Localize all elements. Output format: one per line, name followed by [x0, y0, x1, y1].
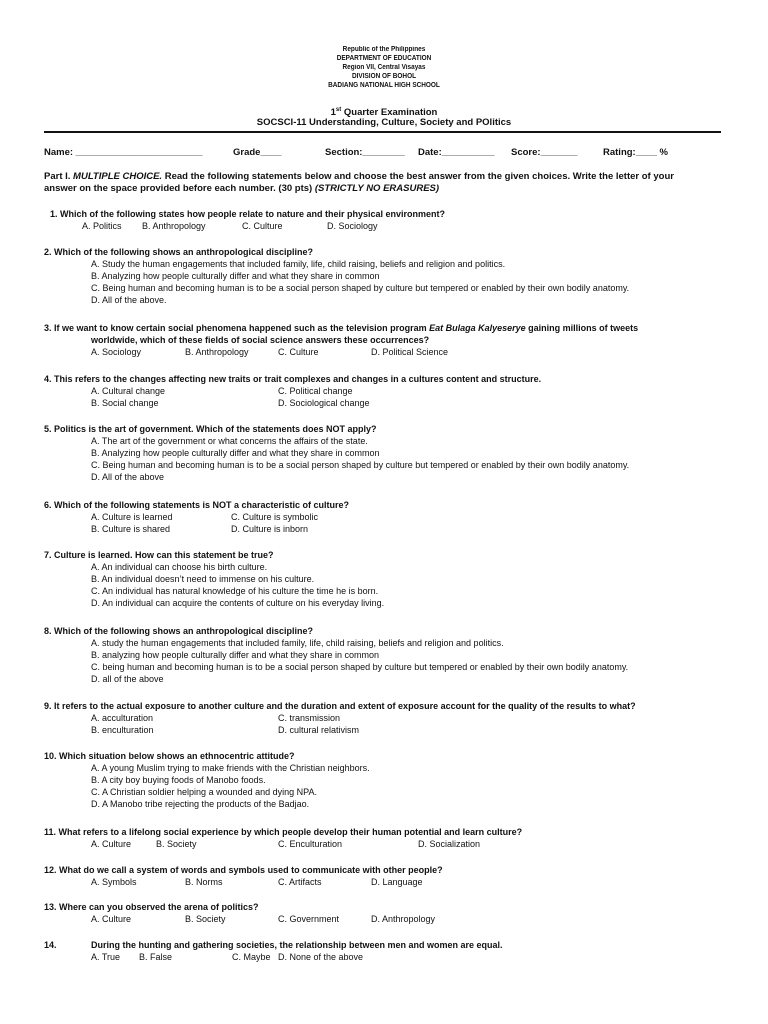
grade-field[interactable]: Grade____: [233, 147, 282, 158]
option-a: A. Cultural change: [91, 386, 166, 396]
option-d: D. Sociological change: [278, 398, 370, 408]
option-c: C. Being human and becoming human is to be a social person shaped by culture but tempered or enabled by their own bodily anatomy.: [91, 460, 630, 470]
option-c: C. Culture: [278, 347, 319, 357]
option-d: D. all of the above: [91, 674, 164, 684]
option-a: A. Culture: [91, 914, 132, 924]
option-b: B. analyzing how people culturally differ and what they share in common: [91, 650, 379, 660]
exam-title: 1st Quarter Examination: [330, 107, 438, 119]
question-7: [44, 549, 724, 609]
header-school: BADIANG NATIONAL HIGH SCHOOL: [328, 82, 440, 89]
name-field[interactable]: Name: ________________________: [44, 147, 203, 158]
option-b: B. Culture is shared: [91, 524, 171, 534]
question-stem: 12. What do we call a system of words and symbols used to communicate with other people?: [44, 865, 443, 875]
option-b: B. A city boy buying foods of Manobo foods.: [91, 775, 266, 785]
section-field[interactable]: Section:________: [325, 147, 405, 158]
header-region: Region VII, Central Visayas: [342, 64, 426, 71]
question-stem: 5. Politics is the art of government. Which of the statements does NOT apply?: [44, 424, 377, 434]
option-b: B. Analyzing how people culturally differ and what they share in common: [91, 271, 380, 281]
option-b: B. Anthropology: [142, 221, 206, 231]
option-c: C. Maybe: [232, 952, 271, 962]
option-a: A. An individual can choose his birth culture.: [91, 562, 268, 572]
rating-field[interactable]: Rating:____ %: [603, 147, 668, 158]
option-c: C. transmission: [278, 713, 341, 723]
question-2: [44, 246, 724, 306]
option-c: C. Being human and becoming human is to be a social person shaped by culture but tempered or enabled by their own bodily anatomy.: [91, 283, 630, 293]
option-d: D. Sociology: [327, 221, 378, 231]
option-c: C. A Christian soldier helping a wounded and dying NPA.: [91, 787, 317, 797]
option-c: C. Political change: [278, 386, 353, 396]
option-c: C. being human and becoming human is to be a social person shaped by culture but tempered or enabled by their own bodily anatomy.: [91, 662, 629, 672]
question-stem: 2. Which of the following shows an anthropological discipline?: [44, 247, 314, 257]
question-stem: 8. Which of the following shows an anthropological discipline?: [44, 626, 314, 636]
option-d: D. Political Science: [371, 347, 449, 357]
question-stem: During the hunting and gathering societies, the relationship between men and women are equal.: [91, 940, 503, 950]
option-c: C. Culture: [242, 221, 283, 231]
question-5: [44, 423, 724, 483]
option-b: B. An individual doesn’t need to immense on his culture.: [91, 574, 315, 584]
option-b: B. Social change: [91, 398, 159, 408]
option-d: D. Socialization: [418, 839, 481, 849]
question-10: [44, 750, 724, 810]
question-number: 14.: [44, 940, 57, 950]
question-11: [44, 826, 724, 849]
question-stem: 6. Which of the following statements is NOT a characteristic of culture?: [44, 500, 350, 510]
question-stem: 13. Where can you observed the arena of politics?: [44, 902, 259, 912]
option-d: D. None of the above: [278, 952, 364, 962]
header-republic: Republic of the Philippines: [342, 46, 426, 53]
option-a: A. Culture is learned: [91, 512, 173, 522]
question-13: [44, 901, 724, 924]
option-a: A. Symbols: [91, 877, 137, 887]
header-deped: DEPARTMENT OF EDUCATION: [336, 55, 432, 62]
question-stem: 1. Which of the following states how people relate to nature and their physical environment?: [50, 209, 446, 219]
option-c: C. An individual has natural knowledge of his culture the time he is born.: [91, 586, 379, 596]
question-stem: 11. What refers to a lifelong social experience by which people develop their human potential and learn culture?: [44, 827, 523, 837]
question-stem-cont: worldwide, which of these fields of social science answers these occurrences?: [91, 335, 430, 345]
option-b: B. Society: [156, 839, 197, 849]
option-a: A. Sociology: [91, 347, 142, 357]
option-b: B. Norms: [185, 877, 223, 887]
option-c: C. Artifacts: [278, 877, 322, 887]
option-c: C. Government: [278, 914, 340, 924]
option-d: D. A Manobo tribe rejecting the products of the Badjao.: [91, 799, 310, 809]
question-9: [44, 700, 724, 735]
option-b: B. enculturation: [91, 725, 154, 735]
question-1: [44, 208, 724, 231]
header-division: DIVISION OF BOHOL: [351, 73, 417, 80]
option-d: D. All of the above.: [91, 295, 167, 305]
option-b: B. Analyzing how people culturally differ and what they share in common: [91, 448, 380, 458]
question-stem: 10. Which situation below shows an ethnocentric attitude?: [44, 751, 295, 761]
option-d: D. All of the above: [91, 472, 165, 482]
option-b: B. False: [139, 952, 173, 962]
option-d: D. Anthropology: [371, 914, 436, 924]
date-field[interactable]: Date:__________: [418, 147, 495, 158]
question-6: [44, 499, 724, 534]
option-a: A. acculturation: [91, 713, 154, 723]
question-12: [44, 864, 724, 887]
option-a: A. The art of the government or what concerns the affairs of the state.: [91, 436, 368, 446]
option-b: B. Society: [185, 914, 226, 924]
option-c: C. Enculturation: [278, 839, 343, 849]
option-a: A. Study the human engagements that included family, life, child raising, beliefs and religion and politics.: [91, 259, 506, 269]
option-d: D. An individual can acquire the contents of culture on his everyday living.: [91, 598, 385, 608]
question-8: [44, 625, 724, 685]
subject-title: SOCSCI-11 Understanding, Culture, Society and POlitics: [256, 117, 512, 128]
option-a: A. A young Muslim trying to make friends with the Christian neighbors.: [91, 763, 370, 773]
question-stem: 7. Culture is learned. How can this statement be true?: [44, 550, 274, 560]
option-d: D. Culture is inborn: [231, 524, 309, 534]
student-info-fields: [44, 147, 721, 161]
option-a: A. Politics: [82, 221, 122, 231]
option-a: A. Culture: [91, 839, 132, 849]
question-4: [44, 373, 724, 408]
question-stem: 4. This refers to the changes affecting new traits or trait complexes and changes in a cultures content and structure.: [44, 374, 542, 384]
instructions: Part I. MULTIPLE CHOICE. Read the following statements below and choose the best answer from the given choices. Write the letter of your answer on the space provided before each number. (30 pts) (STRICTLY NO ERASURES): [44, 171, 674, 194]
option-d: D. cultural relativism: [278, 725, 360, 735]
header-divider: [44, 131, 721, 133]
question-3: [44, 322, 724, 357]
option-d: D. Language: [371, 877, 423, 887]
option-b: B. Anthropology: [185, 347, 249, 357]
option-c: C. Culture is symbolic: [231, 512, 319, 522]
option-a: A. True: [91, 952, 121, 962]
question-stem: 9. It refers to the actual exposure to another culture and the duration and extent of exposure account for the quality of the results to what?: [44, 701, 636, 711]
score-field[interactable]: Score:_______: [511, 147, 578, 158]
question-stem: 3. If we want to know certain social phenomena happened such as the television program Eat Bulaga Kalyeserye gaining millions of tweets: [44, 323, 639, 333]
option-a: A. study the human engagements that included family, life, child raising, beliefs and religion and politics.: [91, 638, 504, 648]
